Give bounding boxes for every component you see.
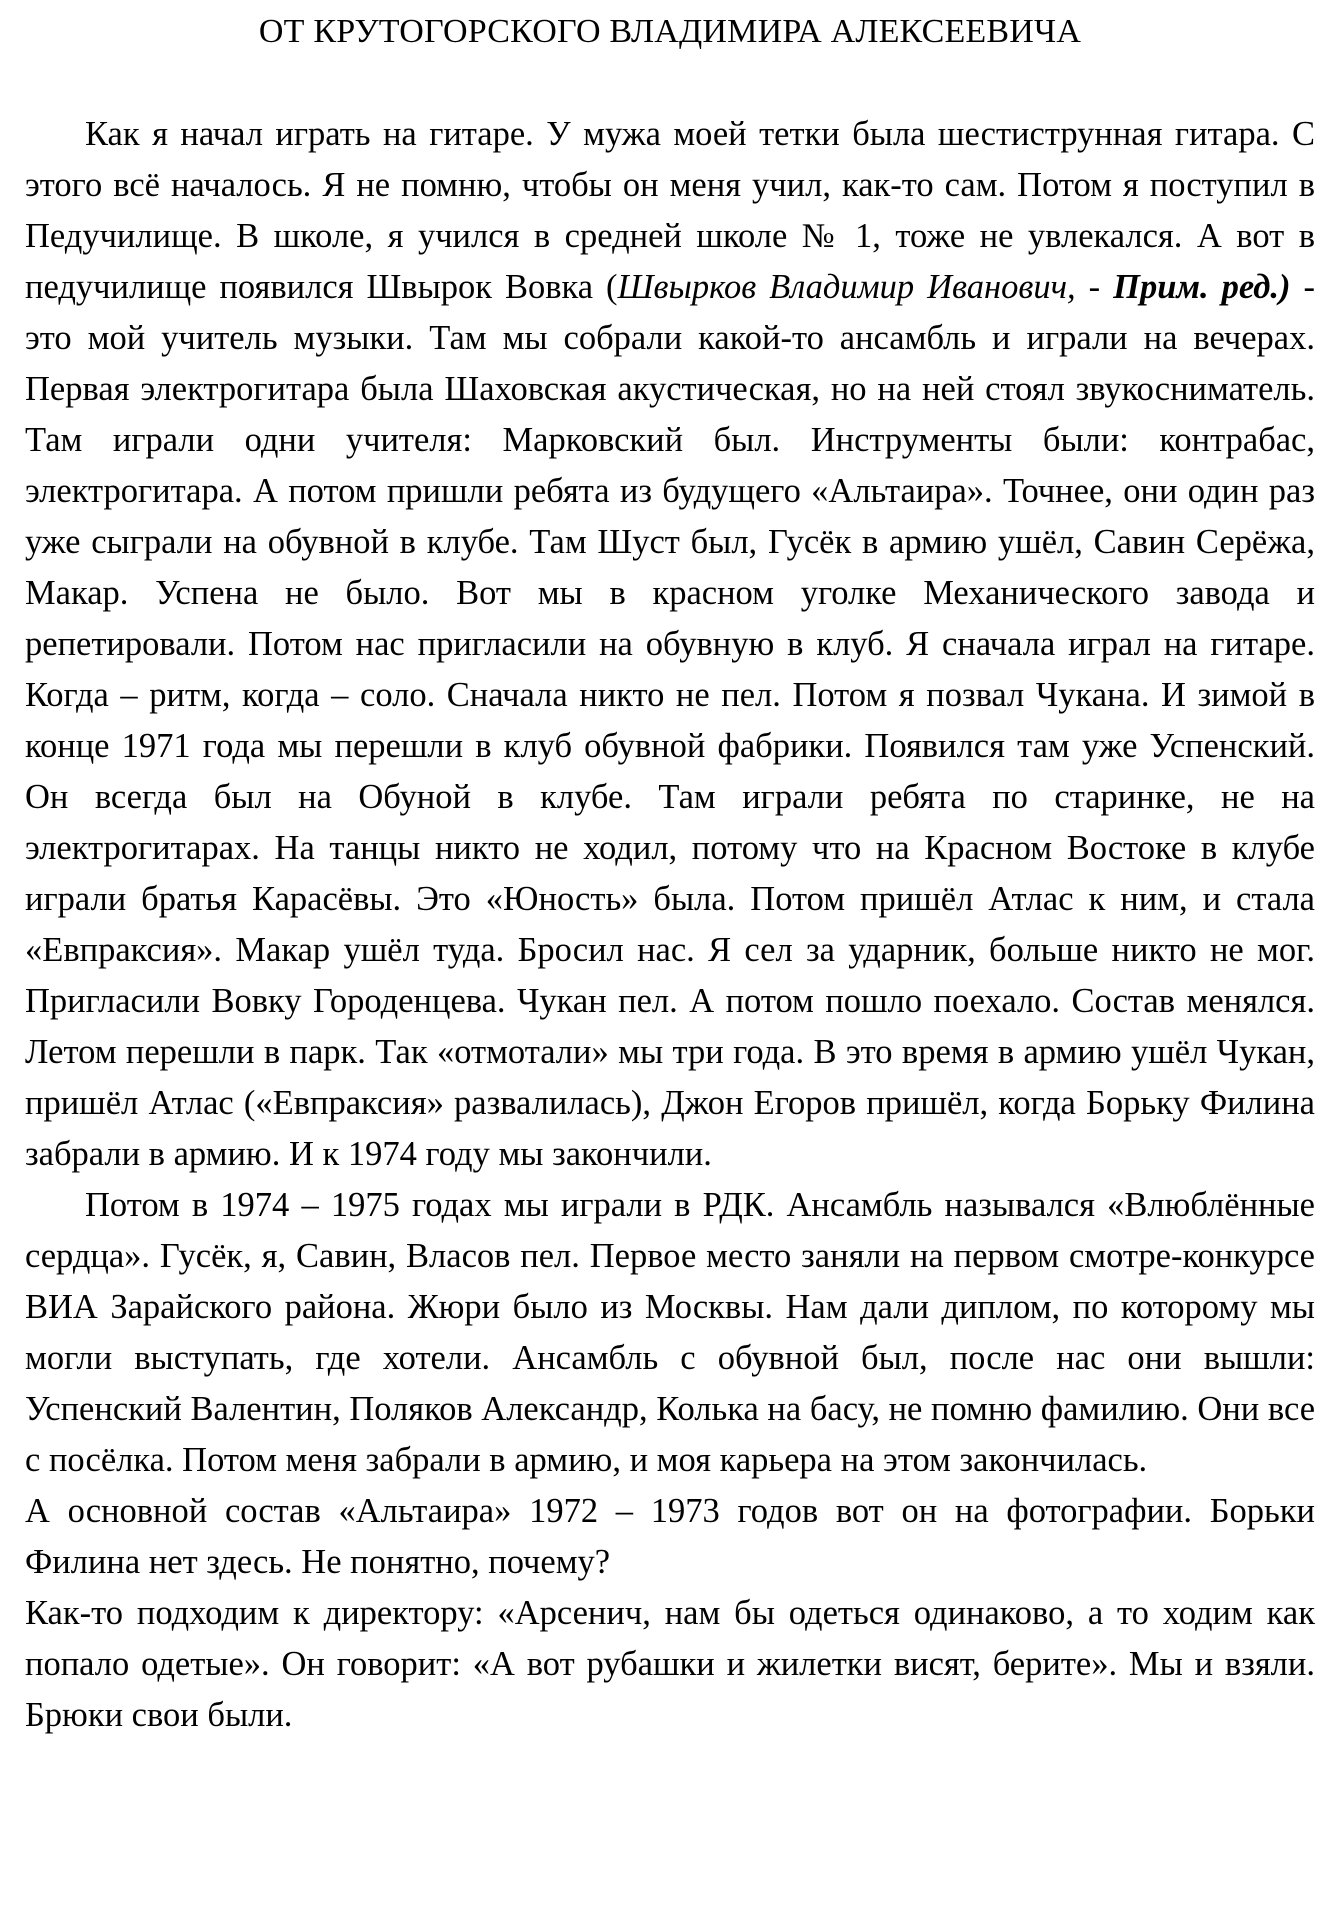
paragraph-1-text-end: - это мой учитель музыки. Там мы собрали какой-то ансамбль и играли на вечерах. Первая электрогитара была Шаховская акустическая, но на ней стоял звукосниматель. Там играли одни учителя: Марковский был. Инструменты были: контрабас, электрогитара. А потом пришли ребята из будущего «Альтаира». Точнее, они один раз уже сыграли на обувной в клубе. Там Шуст был, Гусёк в армию ушёл, Савин Серёжа, Макар. Успена не было. Вот мы в красном уголке Механического завода и репетировали. Потом нас пригласили на обувную в клуб. Я сначала играл на гитаре. Когда – ритм, когда – соло. Сначала никто не пел. Потом я позвал Чукана. И зимой в конце 1971 года мы перешли в клуб обувной фабрики. Появился там уже Успенский. Он всегда был на Обуной в клубе. Там играли ребята по старинке, не на электрогитарах. На танцы никто не ходил, потому что на Красном Востоке в клубе играли братья Карасёвы. Это «Юность» была. Потом пришёл Атлас к ним, и стала «Евпраксия». Макар ушёл туда. Бросил нас. Я сел за ударник, больше никто не мог. Пригласили Вовку Городенцева. Чукан пел. А потом пошло поехало. Состав менялся. Летом перешли в парк. Так «отмотали» мы три года. В это время в армию ушёл Чукан, пришёл Атлас («Евпраксия» развалилась), Джон Егоров пришёл, когда Борьку Филина забрали в армию. И к 1974 году мы закончили. — [25, 268, 1315, 1173]
editor-note-name: Швырков Владимир Иванович, - — [617, 268, 1114, 306]
editor-note-label: Прим. ред.) — [1113, 268, 1291, 306]
paragraph-4: Как-то подходим к директору: «Арсенич, нам бы одеться одинаково, а то ходим как попало одетые». Он говорит: «А вот рубашки и жилетки висят, берите». Мы и взяли. Брюки свои были. — [25, 1594, 1315, 1734]
paragraph-1 — [25, 109, 1315, 1180]
document-body — [25, 109, 1315, 1741]
paragraph-3: А основной состав «Альтаира» 1972 – 1973 годов вот он на фотографии. Борьки Филина нет здесь. Не понятно, почему? — [25, 1492, 1315, 1581]
paragraph-2: Потом в 1974 – 1975 годах мы играли в РДК. Ансамбль назывался «Влюблённые сердца». Гусёк, я, Савин, Власов пел. Первое место заняли на первом смотре-конкурсе ВИА Зарайского района. Жюри было из Москвы. Нам дали диплом, по которому мы могли выступать, где хотели. Ансамбль с обувной был, после нас они вышли: Успенский Валентин, Поляков Александр, Колька на басу, не помню фамилию. Они все с посёлка. Потом меня забрали в армию, и моя карьера на этом закончилась. — [25, 1186, 1316, 1479]
document-title: ОТ КРУТОГОРСКОГО ВЛАДИМИРА АЛЕКСЕЕВИЧА — [258, 13, 1082, 50]
paragraph-1-text-start: Как я начал играть на гитаре. У мужа моей тетки была шестиструнная гитара. С этого всё началось. Я не помню, чтобы он меня учил, как-то сам. Потом я поступил в Педучилище. В школе, я учился в средней школе № 1, тоже не увлекался. А вот в педучилище появился Швырок Вовка ( — [25, 115, 1315, 306]
